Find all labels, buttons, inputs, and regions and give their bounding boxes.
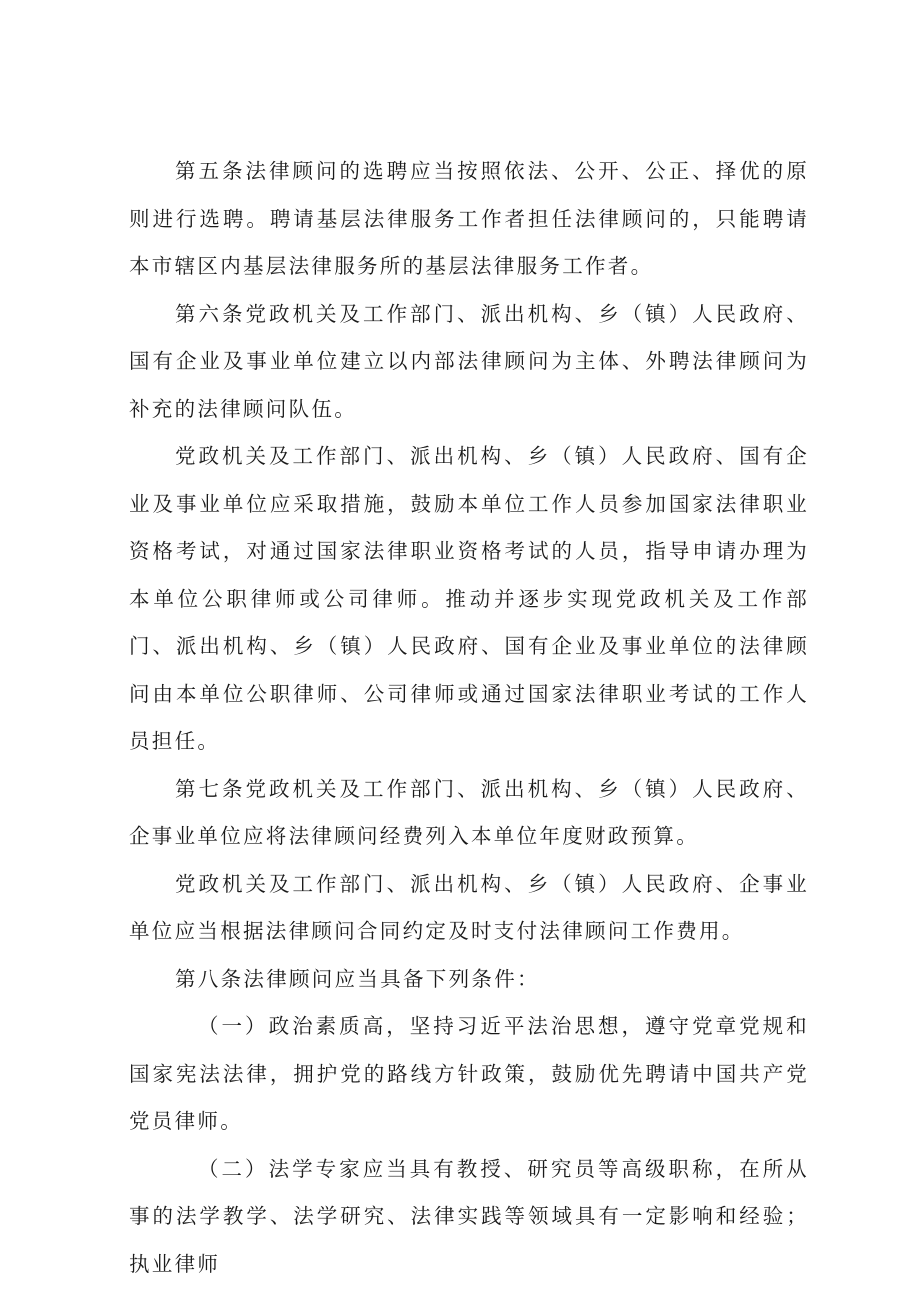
paragraph-article-6-measures: 党政机关及工作部门、派出机构、乡（镇）人民政府、国有企业及事业单位应采取措施，鼓励本单位工作人员参加国家法律职业资格考试，对通过国家法律职业资格考试的人员，指导申请办理为本单位公职律师或公司律师。推动并逐步实现党政机关及工作部门、派出机构、乡（镇）人民政府、国有企业及事业单位的法律顾问由本单位公职律师、公司律师或通过国家法律职业考试的工作人员担任。	[129, 444, 809, 753]
paragraph-article-6: 第六条党政机关及工作部门、派出机构、乡（镇）人民政府、国有企业及事业单位建立以内部法律顾问为主体、外聘法律顾问为补充的法律顾问队伍。	[129, 301, 809, 421]
paragraph-article-5: 第五条法律顾问的选聘应当按照依法、公开、公正、择优的原则进行选聘。聘请基层法律服务工作者担任法律顾问的，只能聘请本市辖区内基层法律服务所的基层法律服务工作者。	[129, 159, 809, 278]
paragraph-article-8: 第八条法律顾问应当具备下列条件：	[175, 966, 540, 991]
document-body	[129, 148, 809, 1288]
paragraph-condition-1: （一）政治素质高，坚持习近平法治思想，遵守党章党规和国家宪法法律，拥护党的路线方针政策，鼓励优先聘请中国共产党党员律师。	[129, 1014, 809, 1133]
paragraph-article-7: 第七条党政机关及工作部门、派出机构、乡（镇）人民政府、企事业单位应将法律顾问经费列入本单位年度财政预算。	[129, 776, 809, 848]
paragraph-article-7-payment: 党政机关及工作部门、派出机构、乡（镇）人民政府、企事业单位应当根据法律顾问合同约定及时支付法律顾问工作费用。	[129, 871, 809, 943]
paragraph-condition-2: （二）法学专家应当具有教授、研究员等高级职称，在所从事的法学教学、法学研究、法律实践等领域具有一定影响和经验；执业律师	[129, 1156, 809, 1276]
